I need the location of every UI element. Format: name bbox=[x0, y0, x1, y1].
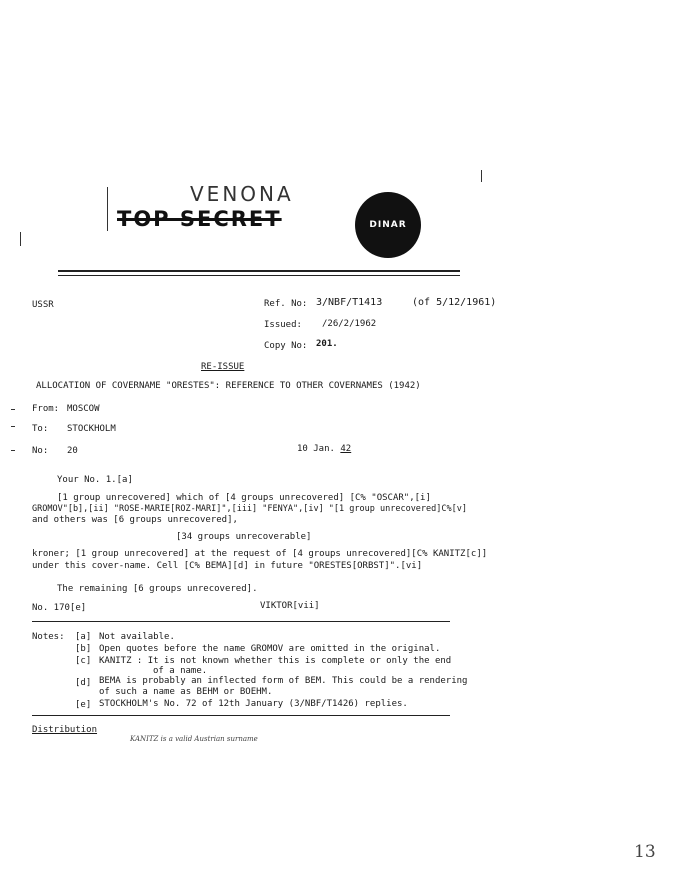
note-text-b: Open quotes before the name GROMOV are omitted in the original. bbox=[99, 644, 441, 654]
venona-header: VENONA bbox=[190, 182, 294, 206]
ref-value: 3/NBF/T1413 bbox=[316, 297, 383, 308]
top-secret-marking: TOP SECRET bbox=[117, 207, 282, 231]
body-p2-line3: and others was [6 groups unrecovered], bbox=[32, 515, 238, 525]
copy-label: Copy No: bbox=[264, 341, 308, 351]
note-text-a: Not available. bbox=[99, 632, 175, 642]
notes-rule-bottom bbox=[32, 715, 450, 716]
distribution-label: Distribution bbox=[32, 725, 98, 735]
pen-stroke-right bbox=[481, 170, 482, 182]
ref-label: Ref. No: bbox=[264, 299, 308, 309]
body-p2-line1: [1 group unrecovered] which of [4 groups unrecovered] [C% "OSCAR",[i] bbox=[57, 493, 431, 503]
note-text-e: STOCKHOLM's No. 72 of 12th January (3/NBF/T1426) replies. bbox=[99, 699, 408, 709]
margin-mark-1 bbox=[11, 409, 15, 410]
dinar-stamp: DINAR bbox=[355, 192, 421, 258]
handwritten-note: KANITZ is a valid Austrian surname bbox=[130, 735, 258, 743]
top-rule-1 bbox=[58, 270, 460, 272]
body-p4-line1: kroner; [1 group unrecovered] at the request of [4 groups unrecovered][C% KANITZ[c]] bbox=[32, 549, 488, 559]
to-label: To: bbox=[32, 424, 49, 434]
body-p4-line2: under this cover-name. Cell [C% BEMA][d] in future "ORESTES[ORBST]".[vi] bbox=[32, 561, 423, 571]
issued-value: /26/2/1962 bbox=[322, 319, 377, 329]
subject-line: ALLOCATION OF COVERNAME "ORESTES": REFERENCE TO OTHER COVERNAMES (1942) bbox=[36, 381, 421, 391]
issued-label: Issued: bbox=[264, 320, 302, 330]
margin-mark-3 bbox=[11, 450, 15, 451]
note-text-c: KANITZ : It is not known whether this is complete or only the end bbox=[99, 656, 452, 666]
body-p3: [34 groups unrecoverable] bbox=[176, 532, 312, 542]
body-p5: The remaining [6 groups unrecovered]. bbox=[57, 584, 258, 594]
note-cont-c: of a name. bbox=[153, 666, 208, 676]
notes-label: Notes: bbox=[32, 632, 65, 642]
signoff-name: VIKTOR[vii] bbox=[260, 601, 320, 611]
body-p2-line2: GROMOV"[b],[ii] "ROSE-MARIE[ROZ-MARI]",[iii] "FENYA",[iv] "[1 group unrecovered]C%[v] bbox=[32, 504, 467, 514]
copy-value: 201. bbox=[316, 339, 338, 349]
page-number: 13 bbox=[634, 842, 656, 862]
no-label: No: bbox=[32, 446, 49, 456]
country-label: USSR bbox=[32, 300, 54, 310]
note-cont-d: of such a name as BEHM or BOEHM. bbox=[99, 687, 273, 697]
top-rule-2 bbox=[58, 275, 460, 276]
reissue-heading: RE-ISSUE bbox=[201, 362, 245, 372]
note-key-a: [a] bbox=[75, 632, 92, 642]
notes-rule-top bbox=[32, 621, 450, 622]
signoff-number: No. 170[e] bbox=[32, 603, 87, 613]
message-date: 10 Jan. 42 bbox=[297, 444, 352, 454]
from-value: MOSCOW bbox=[67, 404, 100, 414]
pen-stroke-left bbox=[107, 187, 108, 231]
note-key-b: [b] bbox=[75, 644, 92, 654]
note-key-e: [e] bbox=[75, 700, 92, 710]
to-value: STOCKHOLM bbox=[67, 424, 116, 434]
no-value: 20 bbox=[67, 446, 78, 456]
ref-date: (of 5/12/1961) bbox=[412, 297, 497, 308]
from-label: From: bbox=[32, 404, 60, 414]
margin-mark-2 bbox=[11, 426, 15, 427]
body-line-1: Your No. 1.[a] bbox=[57, 475, 133, 485]
note-text-d: BEMA is probably an inflected form of BEM. This could be a rendering bbox=[99, 676, 468, 686]
note-key-d: [d] bbox=[75, 678, 92, 688]
pen-stroke-margin bbox=[20, 232, 21, 246]
note-key-c: [c] bbox=[75, 656, 92, 666]
